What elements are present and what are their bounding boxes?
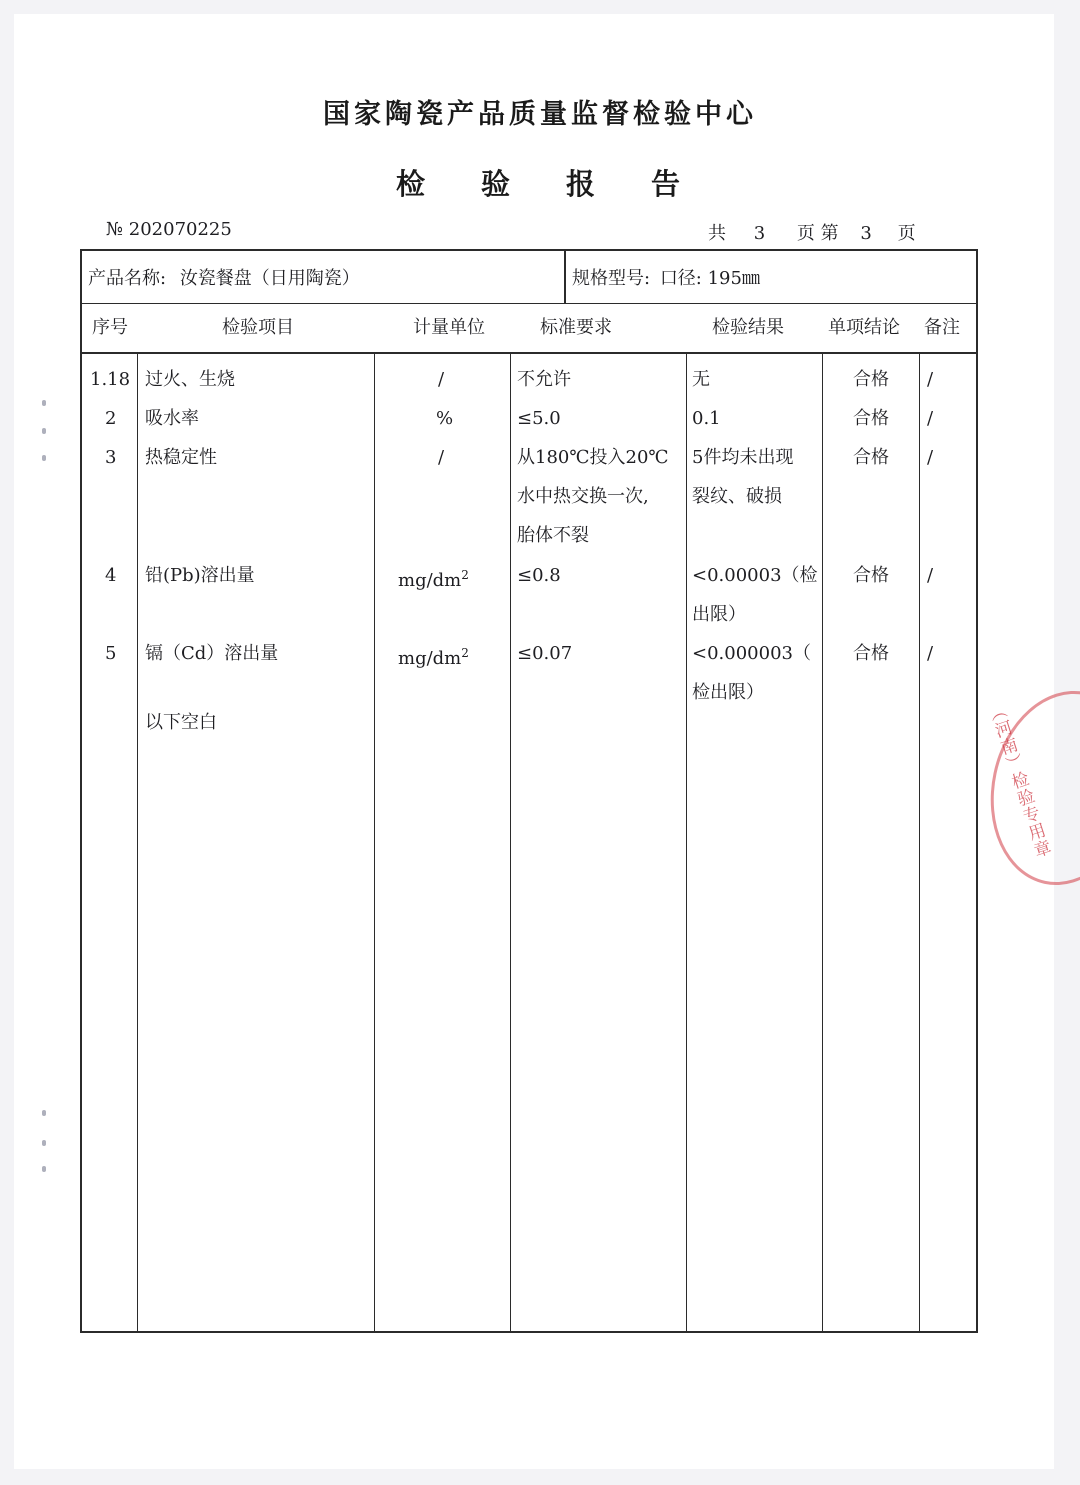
row-result: 5件均未出现 [692, 447, 794, 468]
row-item: 镉（Cd）溶出量 [145, 643, 279, 664]
binding-hole-mark [42, 1166, 46, 1172]
column-header-conclusion: 单项结论 [828, 317, 900, 338]
page-suffix: 页 [897, 223, 916, 244]
unit-exponent: 2 [461, 646, 469, 660]
product-name: 汝瓷餐盘（日用陶瓷） [179, 267, 360, 289]
row-result: 出限） [692, 604, 746, 625]
column-header-standard: 标准要求 [540, 317, 612, 338]
row-item: 吸水率 [145, 408, 199, 429]
report-number: № 202070225 [106, 219, 232, 240]
column-divider [510, 353, 511, 1333]
row-result: 无 [692, 369, 710, 390]
row-standard: ≤0.07 [517, 643, 573, 664]
column-divider [686, 353, 687, 1333]
unit-text: mg/dm [398, 648, 462, 669]
report-title-char: 检 [395, 167, 429, 201]
row-note: / [927, 643, 934, 664]
row-note: / [927, 565, 934, 586]
binding-hole-mark [42, 1110, 46, 1116]
report-title [0, 162, 1080, 203]
row-unit [398, 556, 469, 600]
report-title-char: 告 [651, 167, 685, 201]
official-seal-text: （河南）检验专用章 [983, 701, 1053, 862]
report-title-char: 报 [566, 167, 600, 201]
row-seq: 4 [105, 565, 117, 586]
report-title-char: 验 [480, 167, 514, 201]
page-current: 3 [860, 223, 872, 244]
row-seq: 1.18 [90, 369, 131, 390]
row-seq: 3 [105, 447, 117, 468]
row-conclusion: 合格 [853, 369, 889, 390]
row-conclusion: 合格 [853, 565, 889, 586]
page-current-label: 页 第 [796, 223, 839, 244]
product-name-cell [81, 250, 565, 303]
row-result: 裂纹、破损 [692, 486, 782, 507]
page-total-label: 共 [708, 223, 726, 244]
row-standard: ≤5.0 [517, 408, 561, 429]
center-title: 国家陶瓷产品质量监督检验中心 [323, 99, 757, 130]
column-header-result: 检验结果 [712, 317, 784, 338]
row-unit [398, 634, 469, 678]
binding-hole-mark [42, 400, 46, 406]
product-spec-label: 规格型号: [572, 267, 651, 289]
row-note: / [927, 408, 934, 429]
row-note: / [927, 447, 934, 468]
row-result: 检出限） [692, 682, 764, 703]
row-item: 热稳定性 [145, 447, 217, 468]
row-unit: / [438, 369, 445, 390]
product-spec-cell [565, 250, 977, 303]
row-conclusion: 合格 [853, 643, 889, 664]
row-result: 0.1 [692, 408, 721, 429]
row-seq: 5 [105, 643, 117, 664]
row-standard: ≤0.8 [517, 565, 561, 586]
row-standard: 胎体不裂 [517, 525, 589, 546]
row-conclusion: 合格 [853, 447, 889, 468]
row-item: 过火、生烧 [145, 369, 235, 390]
unit-exponent: 2 [461, 568, 469, 582]
row-unit: % [436, 408, 454, 429]
binding-hole-mark [42, 455, 46, 461]
row-item: 铅(Pb)溶出量 [145, 565, 255, 586]
column-divider [822, 353, 823, 1333]
column-header-note: 备注 [924, 317, 960, 338]
page-info [708, 219, 938, 245]
row-result: <0.00003（检 [692, 565, 818, 586]
row-standard: 不允许 [517, 369, 571, 390]
column-header-item: 检验项目 [222, 317, 294, 338]
product-name-label: 产品名称: [88, 267, 167, 289]
row-note: / [927, 369, 934, 390]
row-standard: 从180℃投入20℃ [517, 447, 669, 468]
row-seq: 2 [105, 408, 117, 429]
binding-hole-mark [42, 1140, 46, 1146]
row-standard: 水中热交换一次, [517, 486, 649, 507]
page-total: 3 [753, 223, 766, 244]
row-conclusion: 合格 [853, 408, 889, 429]
column-divider [919, 353, 920, 1333]
column-header-seq: 序号 [92, 317, 128, 338]
blank-below-note: 以下空白 [145, 712, 217, 733]
row-unit: / [438, 447, 445, 468]
column-divider [137, 353, 138, 1333]
row-result: <0.000003（ [692, 643, 811, 664]
unit-text: mg/dm [398, 570, 462, 591]
product-spec: 口径: 195㎜ [659, 267, 760, 289]
binding-hole-mark [42, 428, 46, 434]
column-header-unit: 计量单位 [413, 317, 485, 338]
column-divider [374, 353, 375, 1333]
